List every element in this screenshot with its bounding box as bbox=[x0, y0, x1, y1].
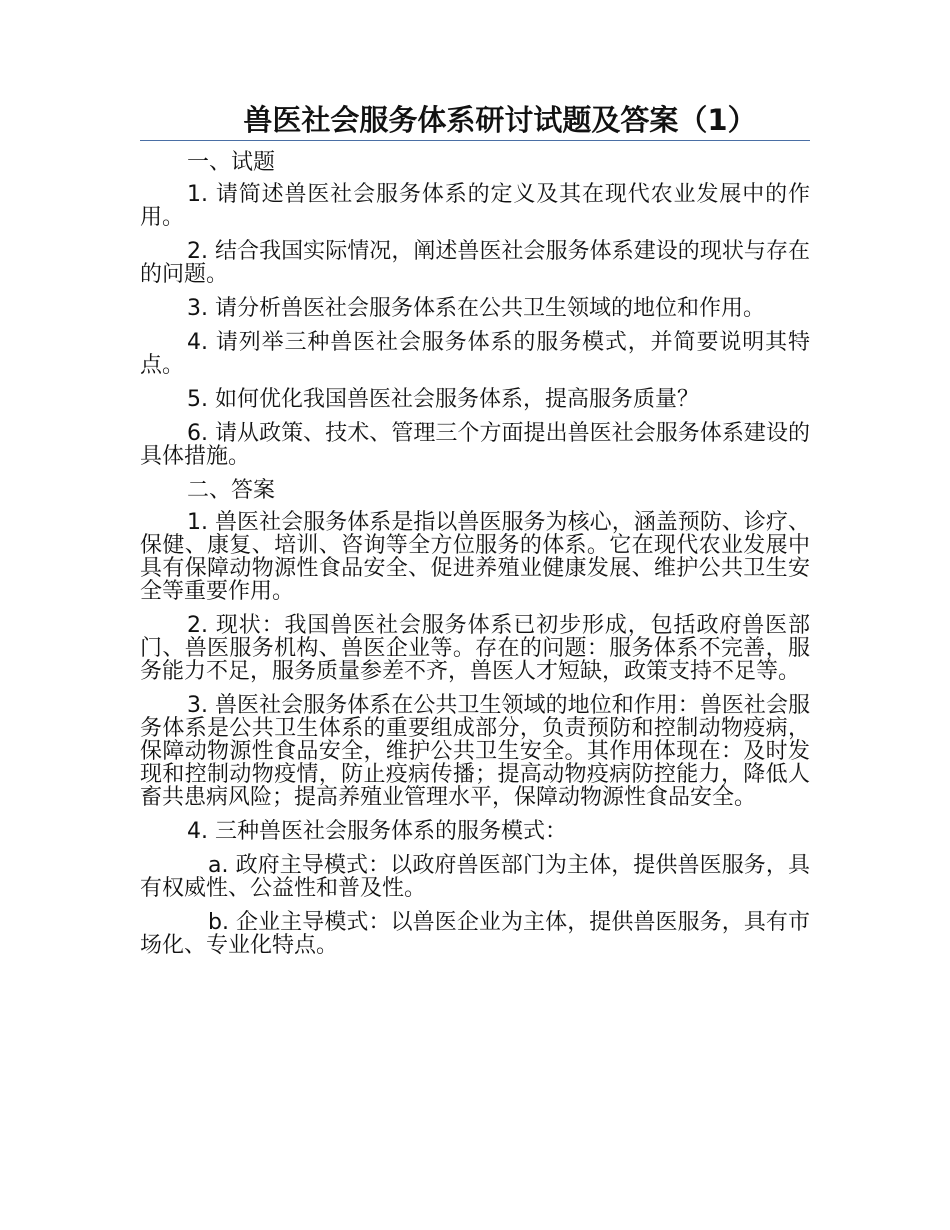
question-5: 5. 如何优化我国兽医社会服务体系，提高服务质量？ bbox=[187, 387, 699, 412]
title-underline bbox=[140, 140, 810, 141]
question-1: 1. 请简述兽医社会服务体系的定义及其在现代农业发展中的作用。 bbox=[140, 182, 810, 230]
answer-2: 2. 现状：我国兽医社会服务体系已初步形成，包括政府兽医部门、兽医服务机构、兽医企业等。存在的问题：服务体系不完善，服务能力不足，服务质量参差不齐，兽医人才短缺，政策支持不足等。 bbox=[140, 613, 810, 684]
question-3: 3. 请分析兽医社会服务体系在公共卫生领域的地位和作用。 bbox=[187, 296, 765, 321]
section-heading-questions: 一、试题 bbox=[187, 150, 276, 175]
answer-4-model-a: a. 政府主导模式：以政府兽医部门为主体，提供兽医服务，具有权威性、公益性和普及性。 bbox=[140, 853, 810, 901]
answer-3: 3. 兽医社会服务体系在公共卫生领域的地位和作用：兽医社会服务体系是公共卫生体系的重要组成部分，负责预防和控制动物疫病，保障动物源性食品安全，维护公共卫生安全。其作用体现在：及时发现和控制动物疫情，防止疫病传播；提高动物疫病防控能力，降低人畜共患病风险；提高养殖业管理水平，保障动物源性食品安全。 bbox=[140, 693, 810, 810]
question-4: 4. 请列举三种兽医社会服务体系的服务模式，并简要说明其特点。 bbox=[140, 330, 810, 378]
answer-4: 4. 三种兽医社会服务体系的服务模式： bbox=[187, 819, 567, 844]
section-heading-answers: 二、答案 bbox=[187, 478, 276, 503]
question-2: 2. 结合我国实际情况，阐述兽医社会服务体系建设的现状与存在的问题。 bbox=[140, 239, 810, 287]
answer-1: 1. 兽医社会服务体系是指以兽医服务为核心，涵盖预防、诊疗、保健、康复、培训、咨询等全方位服务的体系。它在现代农业发展中具有保障动物源性食品安全、促进养殖业健康发展、维护公共卫生安全等重要作用。 bbox=[140, 510, 810, 604]
answer-4-model-b: b. 企业主导模式：以兽医企业为主体，提供兽医服务，具有市场化、专业化特点。 bbox=[140, 910, 811, 958]
document-page bbox=[140, 100, 810, 968]
document-title: 兽医社会服务体系研讨试题及答案（1） bbox=[243, 103, 757, 137]
question-6: 6. 请从政策、技术、管理三个方面提出兽医社会服务体系建设的具体措施。 bbox=[140, 421, 810, 469]
